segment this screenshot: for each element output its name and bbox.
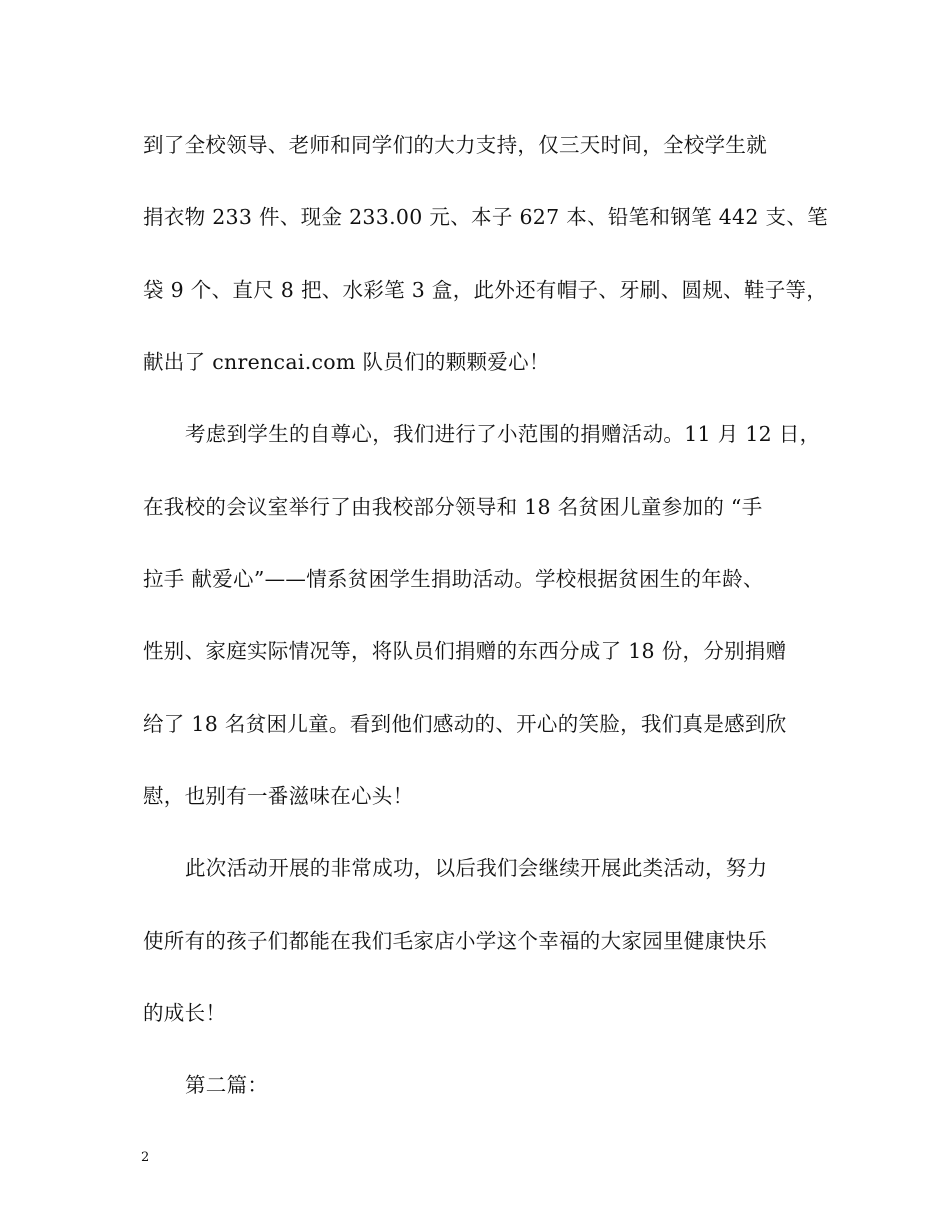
section-heading: 第二篇：: [185, 1073, 269, 1097]
paragraph-line: 考虑到学生的自尊心，我们进行了小范围的捐赠活动。11 月 12 日，: [185, 422, 821, 446]
paragraph-line: 此次活动开展的非常成功，以后我们会继续开展此类活动，努力: [185, 856, 768, 880]
paragraph-line: 拉手 献爱心”——情系贫困学生捐助活动。学校根据贫困生的年龄、: [143, 567, 764, 591]
paragraph-line: 在我校的会议室举行了由我校部分领导和 18 名贫困儿童参加的 “手: [143, 495, 763, 519]
paragraph-line: 使所有的孩子们都能在我们毛家店小学这个幸福的大家园里健康快乐: [143, 929, 767, 953]
paragraph-line: 袋 9 个、直尺 8 把、水彩笔 3 盒，此外还有帽子、牙刷、圆规、鞋子等，: [143, 278, 828, 302]
paragraph-line: 到了全校领导、老师和同学们的大力支持，仅三天时间，全校学生就: [143, 133, 767, 157]
page-number: 2: [141, 1150, 150, 1165]
paragraph-line: 给了 18 名贫困儿童。看到他们感动的、开心的笑脸，我们真是感到欣: [143, 712, 787, 736]
paragraph-line: 的成长！: [143, 1001, 227, 1025]
paragraph-line: 捐衣物 233 件、现金 233.00 元、本子 627 本、铅笔和钢笔 442 支、笔: [143, 205, 828, 229]
paragraph-line: 献出了 cnrencai.com 队员们的颗颗爱心！: [143, 350, 550, 374]
paragraph-line: 性别、家庭实际情况等，将队员们捐赠的东西分成了 18 份，分别捐赠: [143, 639, 787, 663]
paragraph-line: 慰，也别有一番滋味在心头！: [143, 784, 414, 808]
